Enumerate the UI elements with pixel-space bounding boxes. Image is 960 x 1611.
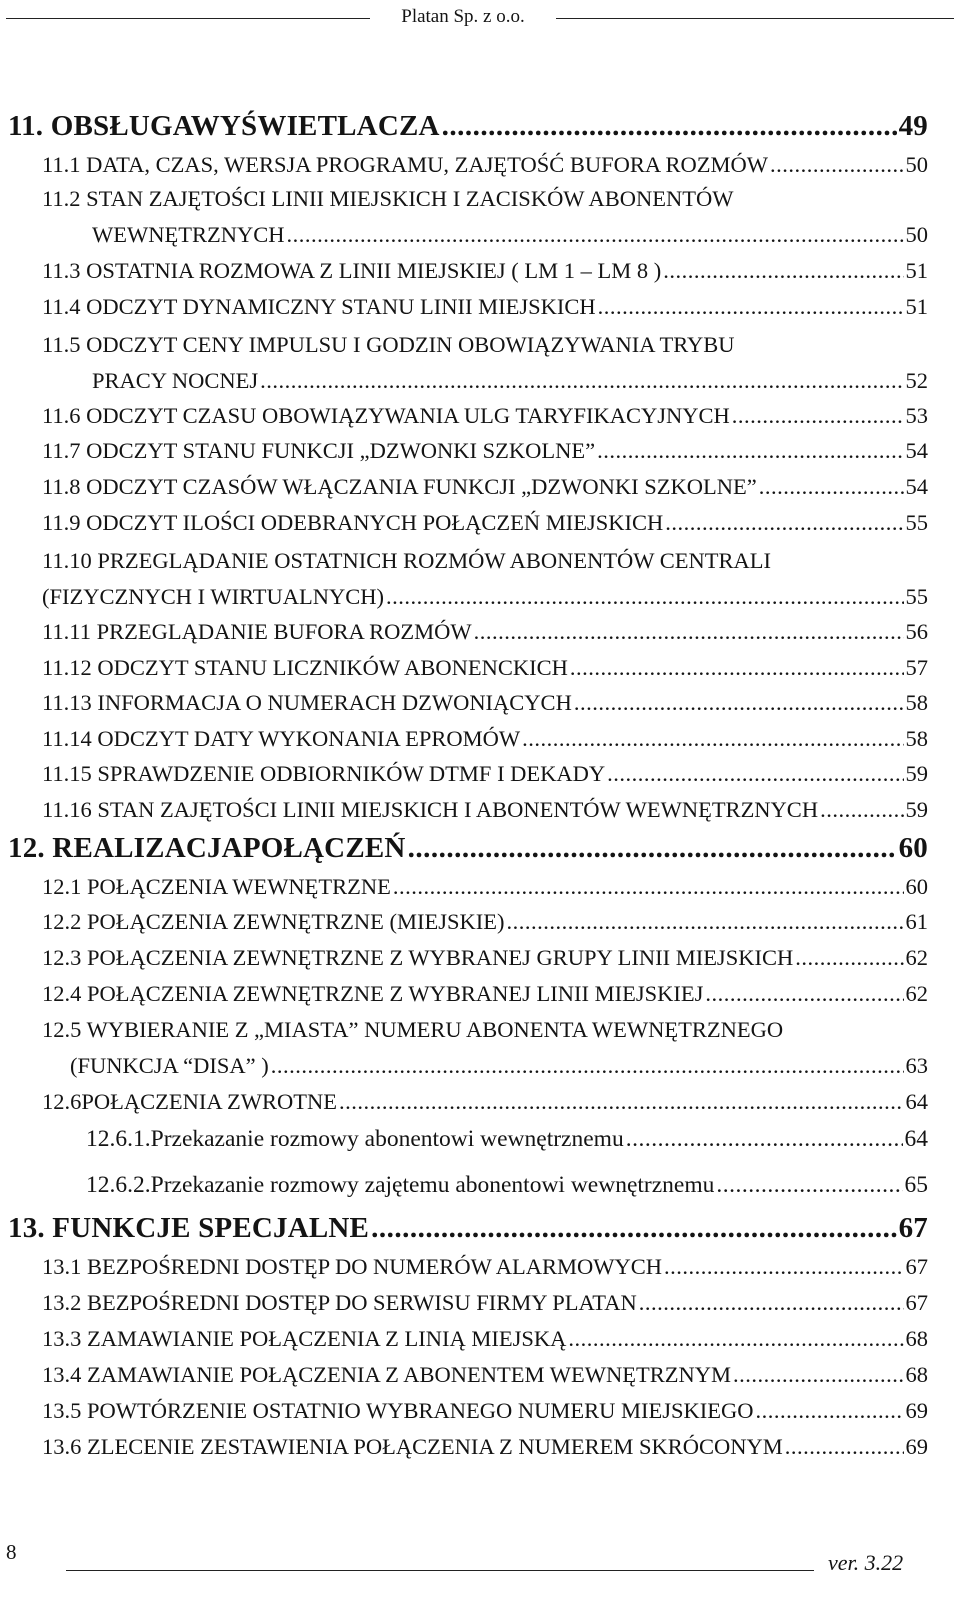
toc-leader-dots	[639, 1290, 904, 1316]
toc-leader-dots	[570, 655, 904, 681]
toc-entry-title: (FUNKCJA “DISA” )	[70, 1053, 269, 1078]
header-rule-left	[6, 18, 370, 19]
toc-leader-dots	[733, 1362, 904, 1388]
toc-leader-dots	[506, 909, 903, 935]
toc-entry-title: 11.15 SPRAWDZENIE ODBIORNIKÓW DTMF I DEKADY	[42, 761, 606, 786]
toc-entry-title: 12. REALIZACJAPOŁĄCZEŃ	[8, 832, 406, 864]
toc-entry-title: 12.4 POŁĄCZENIA ZEWNĘTRZNE Z WYBRANEJ LINII MIEJSKIEJ	[42, 981, 704, 1006]
toc-entry-page: 60	[898, 832, 928, 864]
toc-entry-page: 51	[905, 294, 928, 319]
toc-entry-page: 64	[904, 1126, 928, 1152]
toc-entry-title: 13.6 ZLECENIE ZESTAWIENIA POŁĄCZENIA Z NUMEREM SKRÓCONYM	[42, 1434, 783, 1459]
toc-entry-page: 51	[905, 258, 928, 283]
toc-entry-12-6[interactable]	[42, 1089, 928, 1115]
toc-entry-12-5-line1[interactable]: 12.5 WYBIERANIE Z „MIASTA” NUMERU ABONENTA WEWNĘTRZNEGO	[42, 1017, 784, 1042]
toc-leader-dots	[664, 1254, 903, 1280]
toc-entry-page: 60	[905, 874, 928, 899]
toc-entry-13-6[interactable]	[42, 1434, 928, 1460]
toc-entry-title: PRACY NOCNEJ	[92, 368, 259, 393]
toc-leader-dots	[393, 874, 904, 900]
toc-entry-page: 62	[905, 981, 928, 1006]
toc-entry-page: 63	[905, 1053, 928, 1078]
toc-entry-page: 58	[905, 726, 928, 751]
toc-entry-11-13[interactable]	[42, 690, 928, 716]
toc-entry-11-2-line1[interactable]: 11.2 STAN ZAJĘTOŚCI LINII MIEJSKICH I ZACISKÓW ABONENTÓW	[42, 186, 734, 211]
toc-entry-page: 68	[905, 1326, 928, 1351]
toc-entry-12-3[interactable]	[42, 945, 928, 971]
toc-entry-page: 50	[905, 222, 928, 247]
toc-entry-title: 13.1 BEZPOŚREDNI DOSTĘP DO NUMERÓW ALARMOWYCH	[42, 1254, 663, 1279]
toc-entry-page: 57	[905, 655, 928, 680]
toc-entry-12-5[interactable]	[70, 1053, 928, 1079]
toc-leader-dots	[260, 368, 903, 394]
toc-leader-dots	[597, 438, 903, 464]
toc-entry-title: 11.16 STAN ZAJĘTOŚCI LINII MIEJSKICH I ABONENTÓW WEWNĘTRZNYCH	[42, 797, 819, 822]
toc-chapter-11[interactable]	[8, 110, 928, 143]
toc-leader-dots	[339, 1089, 904, 1115]
toc-chapter-12[interactable]	[8, 832, 928, 865]
page-header	[0, 4, 960, 34]
toc-entry-page: 53	[905, 403, 928, 428]
toc-leader-dots	[271, 1053, 904, 1079]
toc-entry-title: 11.7 ODCZYT STANU FUNKCJI „DZWONKI SZKOLNE”	[42, 438, 596, 463]
toc-entry-11-6[interactable]	[42, 403, 928, 429]
toc-leader-dots	[474, 619, 904, 645]
toc-leader-dots	[568, 1326, 903, 1352]
toc-entry-11-9[interactable]	[42, 510, 928, 536]
toc-entry-page: 61	[905, 909, 928, 934]
toc-entry-title: 11.3 OSTATNIA ROZMOWA Z LINII MIEJSKIEJ ( LM 1 – LM 8 )	[42, 258, 662, 283]
toc-entry-title: 11.9 ODCZYT ILOŚCI ODEBRANYCH POŁĄCZEŃ MIEJSKICH	[42, 510, 664, 535]
toc-entry-12-6-2[interactable]	[86, 1172, 928, 1199]
toc-entry-11-8[interactable]	[42, 474, 928, 500]
toc-leader-dots	[705, 981, 903, 1007]
toc-entry-title: 11.1 DATA, CZAS, WERSJA PROGRAMU, ZAJĘTOŚĆ BUFORA ROZMÓW	[42, 152, 769, 177]
toc-leader-dots	[607, 761, 903, 787]
toc-entry-11-7[interactable]	[42, 438, 928, 464]
toc-leader-dots	[759, 474, 904, 500]
toc-entry-12-4[interactable]	[42, 981, 928, 1007]
toc-entry-page: 49	[898, 110, 928, 142]
toc-entry-11-10-line1[interactable]: 11.10 PRZEGLĄDANIE OSTATNICH ROZMÓW ABONENTÓW CENTRALI	[42, 548, 771, 573]
toc-entry-title: 11.12 ODCZYT STANU LICZNIKÓW ABONENCKICH	[42, 655, 568, 680]
toc-leader-dots	[522, 726, 903, 752]
toc-entry-12-6-1[interactable]	[86, 1126, 928, 1153]
toc-entry-page: 54	[905, 474, 928, 499]
toc-entry-11-4[interactable]	[42, 294, 928, 320]
toc-entry-11-5[interactable]	[92, 368, 928, 394]
toc-entry-title: 11. OBSŁUGAWYŚWIETLACZA	[8, 110, 440, 142]
header-rule-right	[556, 18, 954, 19]
toc-entry-title: 11.11 PRZEGLĄDANIE BUFORA ROZMÓW	[42, 619, 472, 644]
toc-leader-dots	[626, 1126, 903, 1153]
toc-entry-11-3[interactable]	[42, 258, 928, 284]
toc-entry-12-1[interactable]	[42, 874, 928, 900]
toc-entry-title: 13.4 ZAMAWIANIE POŁĄCZENIA Z ABONENTEM WEWNĘTRZNYM	[42, 1362, 731, 1387]
page-number: 8	[6, 1540, 17, 1564]
toc-leader-dots	[732, 403, 904, 429]
toc-entry-title: 11.14 ODCZYT DATY WYKONANIA EPROMÓW	[42, 726, 521, 751]
toc-entry-title: 11.6 ODCZYT CZASU OBOWIĄZYWANIA ULG TARYFIKACYJNYCH	[42, 403, 730, 428]
footer-rule	[66, 1570, 814, 1571]
toc-leader-dots	[665, 510, 903, 536]
toc-entry-13-5[interactable]	[42, 1398, 928, 1424]
toc-entry-11-14[interactable]	[42, 726, 928, 752]
toc-entry-page: 69	[905, 1398, 928, 1423]
toc-entry-page: 59	[905, 761, 928, 786]
toc-entry-page: 67	[905, 1254, 928, 1279]
toc-entry-title: 11.4 ODCZYT DYNAMICZNY STANU LINII MIEJSKICH	[42, 294, 596, 319]
toc-entry-12-2[interactable]	[42, 909, 928, 935]
toc-entry-title: 12.6.2.Przekazanie rozmowy zajętemu abonentowi wewnętrznemu	[86, 1172, 715, 1198]
toc-entry-13-4[interactable]	[42, 1362, 928, 1388]
toc-entry-title: 13.5 POWTÓRZENIE OSTATNIO WYBRANEGO NUMERU MIEJSKIEGO	[42, 1398, 754, 1423]
toc-entry-title: 13.3 ZAMAWIANIE POŁĄCZENIA Z LINIĄ MIEJSKĄ	[42, 1326, 567, 1351]
toc-leader-dots	[716, 1172, 902, 1199]
toc-entry-page: 65	[904, 1172, 928, 1198]
toc-entry-title: 11.8 ODCZYT CZASÓW WŁĄCZANIA FUNKCJI „DZWONKI SZKOLNE”	[42, 474, 757, 499]
toc-leader-dots	[386, 584, 904, 610]
toc-entry-title: 12.6.1.Przekazanie rozmowy abonentowi wewnętrznemu	[86, 1126, 624, 1152]
toc-entry-11-1[interactable]	[42, 152, 928, 178]
toc-entry-page: 64	[905, 1089, 928, 1114]
toc-entry-title: 13.2 BEZPOŚREDNI DOSTĘP DO SERWISU FIRMY PLATAN	[42, 1290, 637, 1315]
toc-entry-page: 59	[905, 797, 928, 822]
toc-chapter-13[interactable]	[8, 1212, 928, 1245]
toc-entry-title: 12.3 POŁĄCZENIA ZEWNĘTRZNE Z WYBRANEJ GRUPY LINII MIEJSKICH	[42, 945, 794, 970]
toc-leader-dots	[663, 258, 903, 284]
toc-entry-title: (FIZYCZNYCH I WIRTUALNYCH)	[42, 584, 384, 609]
company-name: Platan Sp. z o.o.	[401, 6, 525, 27]
toc-entry-11-16[interactable]	[42, 797, 928, 823]
toc-entry-page: 58	[905, 690, 928, 715]
toc-entry-11-10[interactable]	[42, 584, 928, 610]
toc-leader-dots	[408, 832, 897, 865]
toc-entry-11-15[interactable]	[42, 761, 928, 787]
toc-entry-13-1[interactable]	[42, 1254, 928, 1280]
toc-entry-title: 12.6POŁĄCZENIA ZWROTNE	[42, 1089, 337, 1114]
toc-entry-page: 67	[898, 1212, 928, 1244]
toc-entry-page: 50	[905, 152, 928, 177]
toc-entry-page: 67	[905, 1290, 928, 1315]
toc-entry-page: 52	[905, 368, 928, 393]
toc-entry-page: 54	[905, 438, 928, 463]
toc-entry-title: WEWNĘTRZNYCH	[92, 222, 285, 247]
toc-leader-dots	[371, 1212, 897, 1245]
toc-entry-title: 13. FUNKCJE SPECJALNE	[8, 1212, 370, 1244]
toc-leader-dots	[598, 294, 904, 320]
toc-entry-page: 56	[905, 619, 928, 644]
toc-entry-11-5-line1[interactable]: 11.5 ODCZYT CENY IMPULSU I GODZIN OBOWIĄZYWANIA TRYBU	[42, 332, 735, 357]
toc-entry-11-2[interactable]	[92, 222, 928, 248]
toc-entry-11-12[interactable]	[42, 655, 928, 681]
toc-leader-dots	[442, 110, 897, 143]
toc-entry-page: 55	[905, 584, 928, 609]
page-footer	[0, 1540, 960, 1600]
toc-leader-dots	[820, 797, 903, 823]
toc-leader-dots	[785, 1434, 904, 1460]
toc-entry-title: 12.2 POŁĄCZENIA ZEWNĘTRZNE (MIEJSKIE)	[42, 909, 505, 934]
version-label: ver. 3.22	[828, 1550, 904, 1575]
toc-entry-13-3[interactable]	[42, 1326, 928, 1352]
toc-entry-page: 62	[905, 945, 928, 970]
toc-entry-11-11[interactable]	[42, 619, 928, 645]
toc-leader-dots	[574, 690, 904, 716]
toc-leader-dots	[795, 945, 903, 971]
toc-entry-page: 68	[905, 1362, 928, 1387]
toc-entry-title: 11.13 INFORMACJA O NUMERACH DZWONIĄCYCH	[42, 690, 572, 715]
toc-entry-page: 69	[905, 1434, 928, 1459]
toc-leader-dots	[756, 1398, 904, 1424]
toc-entry-13-2[interactable]	[42, 1290, 928, 1316]
toc-entry-title: 12.1 POŁĄCZENIA WEWNĘTRZNE	[42, 874, 391, 899]
toc-leader-dots	[286, 222, 903, 248]
toc-leader-dots	[770, 152, 903, 178]
toc-entry-page: 55	[905, 510, 928, 535]
